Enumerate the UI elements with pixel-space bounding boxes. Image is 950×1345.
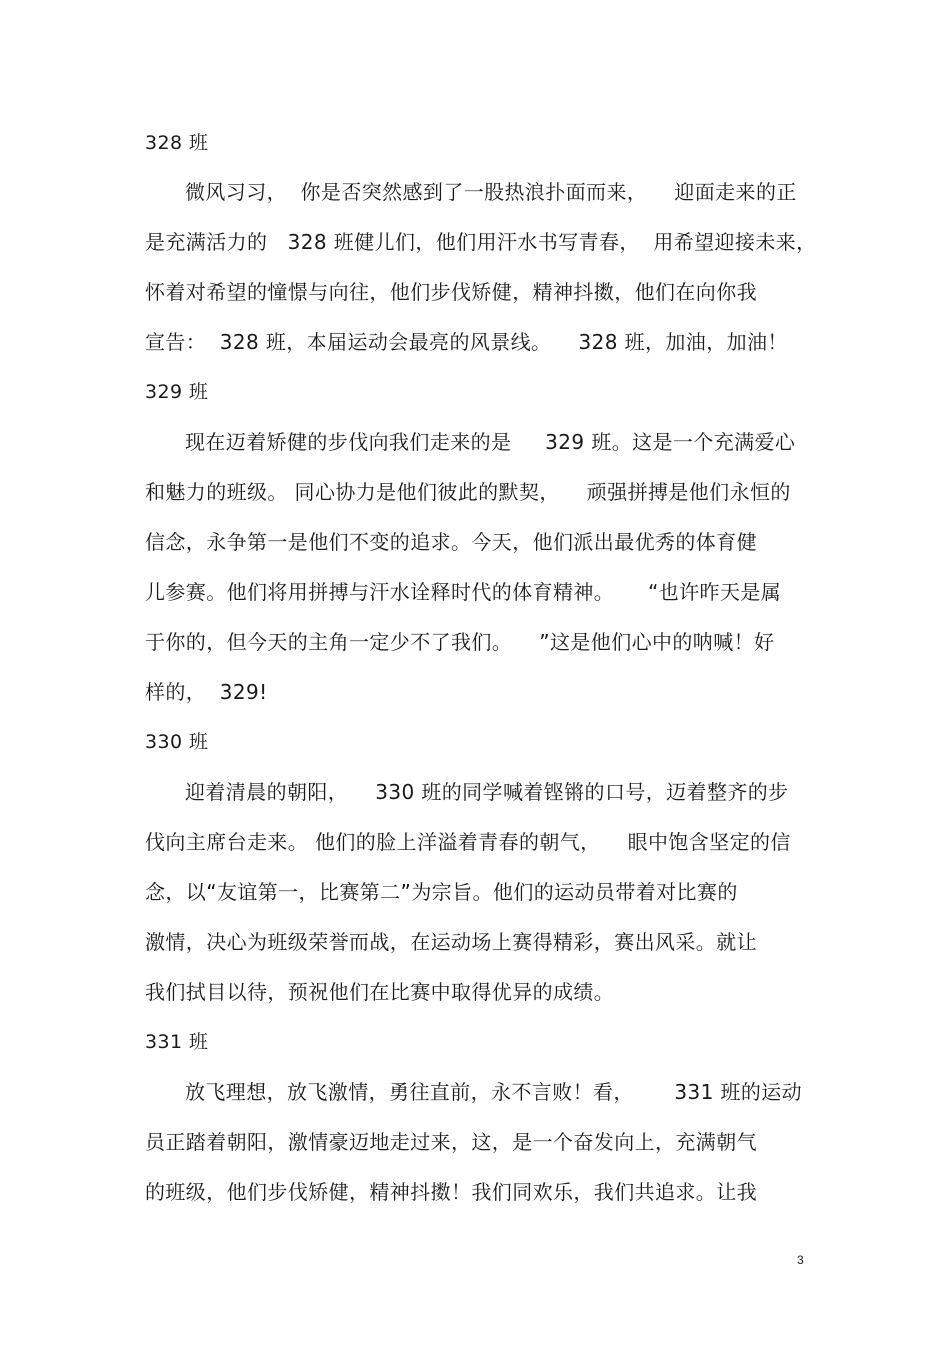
paragraph-line: 伐向主席台走来。 他们的脸上洋溢着青春的朝气， 眼中饱含坚定的信: [145, 830, 791, 854]
paragraph-line: 微风习习， 你是否突然感到了一股热浪扑面而来， 迎面走来的正: [185, 180, 797, 204]
page-number: 3: [797, 1253, 804, 1267]
section-heading-330: 330 班: [145, 731, 209, 753]
paragraph-line: 怀着对希望的憧憬与向往，他们步伐矫健，精神抖擞，他们在向你我: [145, 280, 757, 304]
paragraph-line: 宣告： 328 班，本届运动会最亮的风景线。 328 班，加油，加油！: [145, 330, 788, 354]
paragraph-line: 员正踏着朝阳，激情豪迈地走过来，这，是一个奋发向上，充满朝气: [145, 1130, 757, 1154]
section-heading-331: 331 班: [145, 1031, 209, 1053]
paragraph-line: 念，以“友谊第一，比赛第二”为宗旨。他们的运动员带着对比赛的: [145, 880, 738, 904]
paragraph-line: 现在迈着矫健的步伐向我们走来的是 329 班。这是一个充满爱心: [185, 430, 796, 454]
paragraph-line: 信念，永争第一是他们不变的追求。今天，他们派出最优秀的体育健: [145, 530, 757, 554]
paragraph-line: 的班级，他们步伐矫健，精神抖擞！我们同欢乐，我们共追求。让我: [145, 1180, 757, 1204]
paragraph-line: 我们拭目以待，预祝他们在比赛中取得优异的成绩。: [145, 980, 615, 1004]
paragraph-line: 和魅力的班级。 同心协力是他们彼此的默契， 顽强拼搏是他们永恒的: [145, 480, 791, 504]
paragraph-line: 样的， 329!: [145, 680, 268, 704]
section-heading-329: 329 班: [145, 381, 209, 403]
paragraph-line: 是充满活力的 328 班健儿们，他们用汗水书写青春， 用希望迎接未来，: [145, 230, 817, 254]
paragraph-line: 放飞理想，放飞激情，勇往直前，永不言败！看， 331 班的运动: [185, 1080, 803, 1104]
paragraph-line: 激情，决心为班级荣誉而战，在运动场上赛得精彩，赛出风采。就让: [145, 930, 757, 954]
paragraph-line: 儿参赛。他们将用拼搏与汗水诠释时代的体育精神。 “也许昨天是属: [145, 580, 782, 604]
paragraph-line: 迎着清晨的朝阳， 330 班的同学喊着铿锵的口号，迈着整齐的步: [185, 780, 789, 804]
paragraph-line: 于你的，但今天的主角一定少不了我们。 ”这是他们心中的呐喊！好: [145, 630, 775, 654]
section-heading-328: 328 班: [145, 132, 209, 154]
